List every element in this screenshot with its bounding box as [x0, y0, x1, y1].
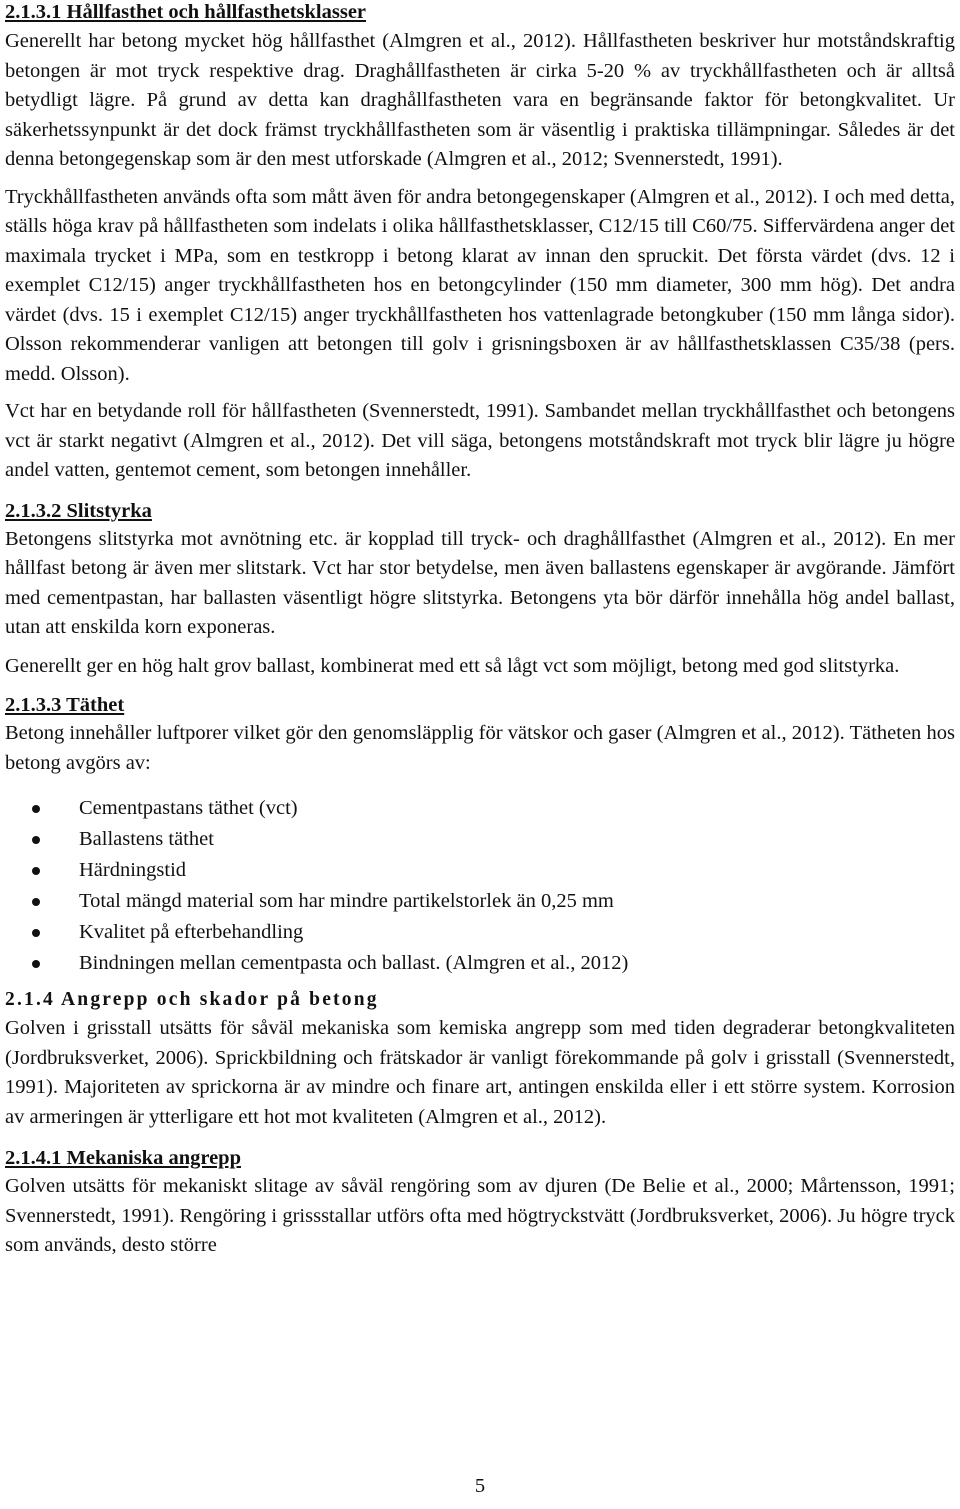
- heading-2-1-3-1: 2.1.3.1 Hållfasthet och hållfasthetsklasser: [5, 1, 367, 23]
- heading-2-1-4: 2.1.4 Angrepp och skador på betong: [5, 989, 379, 1010]
- heading-2-1-4-1: 2.1.4.1 Mekaniska angrepp: [5, 1147, 241, 1169]
- density-factor-list: [5, 793, 955, 979]
- list-item: Kvalitet på efterbehandling: [5, 917, 955, 948]
- paragraph-attacks-damage: Golven i grisstall utsätts för såväl mekaniska som kemiska angrepp som med tiden degraderar betongkvaliteten (Jordbruksverket, 2006). Sprickbildning och frätskador är vanligt förekommande på golv i grisstall (Svennerstedt, 1991). Majoriteten av sprickorna är av mindre och finare art, antingen enskilda eller i ett större system. Korrosion av armeringen är ytterligare ett hot mot kvaliteten (Almgren et al., 2012).: [5, 1017, 955, 1128]
- list-item: Härdningstid: [5, 855, 955, 886]
- paragraph-strength-classes: Tryckhållfastheten används ofta som mått även för andra betongegenskaper (Almgren et al., 2012). I och med detta, ställs höga krav på hållfastheten som indelats i olika hållfasthetsklasser, C12/15 till C60/75. Siffervärdena anger det maximala trycket i MPa, som en testkropp i betong klarat av innan den spruckit. Det första värdet (dvs. 12 i exemplet C12/15) anger tryckhållfastheten hos en betongcylinder (150 mm diameter, 300 mm hög). Det andra värdet (dvs. 15 i exemplet C12/15) anger tryckhållfastheten hos vattenlagrade betongkuber (150 mm långa sidor). Olsson rekommenderar vanligen att betongen till golv i grisningsboxen är av hållfasthetsklassen C35/38 (pers. medd. Olsson).: [5, 185, 955, 385]
- heading-2-1-3-2: 2.1.3.2 Slitstyrka: [5, 499, 152, 522]
- list-item: Bindningen mellan cementpasta och ballast. (Almgren et al., 2012): [5, 948, 955, 979]
- page-number: 5: [474, 1475, 486, 1497]
- paragraph-coarse-aggregate: Generellt ger en hög halt grov ballast, kombinerat med ett så lågt vct som möjligt, betong med god slitstyrka.: [5, 654, 900, 677]
- list-item: Cementpastans täthet (vct): [5, 793, 955, 824]
- paragraph-vct-strength: Vct har en betydande roll för hållfastheten (Svennerstedt, 1991). Sambandet mellan tryckhållfasthet och betongens vct är starkt negativt (Almgren et al., 2012). Det vill säga, betongens motståndskraft mot tryck blir lägre ju högre andel vatten, gentemot cement, som betongen innehåller.: [5, 400, 955, 481]
- paragraph-mechanical-attacks: Golven utsätts för mekaniskt slitage av såväl rengöring som av djuren (De Belie et al., 2000; Mårtensson, 1991; Svennerstedt, 1991). Rengöring i grissstallar utförs ofta med högtryckstvätt (Jordbruksverket, 2006). Ju högre tryck som används, desto större: [5, 1175, 955, 1256]
- heading-2-1-3-3: 2.1.3.3 Täthet: [5, 694, 125, 716]
- bullet-icon: [32, 867, 40, 875]
- document-page: [5, 0, 955, 1261]
- paragraph-density: Betong innehåller luftporer vilket gör den genomsläpplig för vätskor och gaser (Almgren et al., 2012). Tätheten hos betong avgörs av:: [5, 722, 955, 774]
- bullet-icon: [32, 960, 40, 968]
- paragraph-wear-resistance: Betongens slitstyrka mot avnötning etc. är kopplad till tryck- och draghållfasthet (Almgren et al., 2012). En mer hållfast betong är även mer slitstark. Vct har stor betydelse, men även ballastens egenskaper är avgörande. Jämfört med cementpastan, har ballasten väsentligt högre slitstyrka. Betongens yta bör därför innehålla hög andel ballast, utan att enskilda korn exponeras.: [5, 527, 955, 638]
- list-item: Total mängd material som har mindre partikelstorlek än 0,25 mm: [5, 886, 955, 917]
- bullet-icon: [32, 805, 40, 813]
- bullet-icon: [32, 898, 40, 906]
- list-item: Ballastens täthet: [5, 824, 955, 855]
- bullet-icon: [32, 836, 40, 844]
- paragraph-strength-intro: Generellt har betong mycket hög hållfasthet (Almgren et al., 2012). Hållfastheten beskriver hur motståndskraftig betongen är mot tryck respektive drag. Draghållfastheten är cirka 5-20 % av tryckhållfastheten och är alltså betydligt lägre. På grund av detta kan draghållfastheten vara en begränsande faktor för betongkvalitet. Ur säkerhetssynpunkt är det dock främst tryckhållfastheten som är väsentlig i praktiska tillämpningar. Således är det denna betongegenskap som är den mest utforskade (Almgren et al., 2012; Svennerstedt, 1991).: [5, 30, 955, 170]
- bullet-icon: [32, 929, 40, 937]
